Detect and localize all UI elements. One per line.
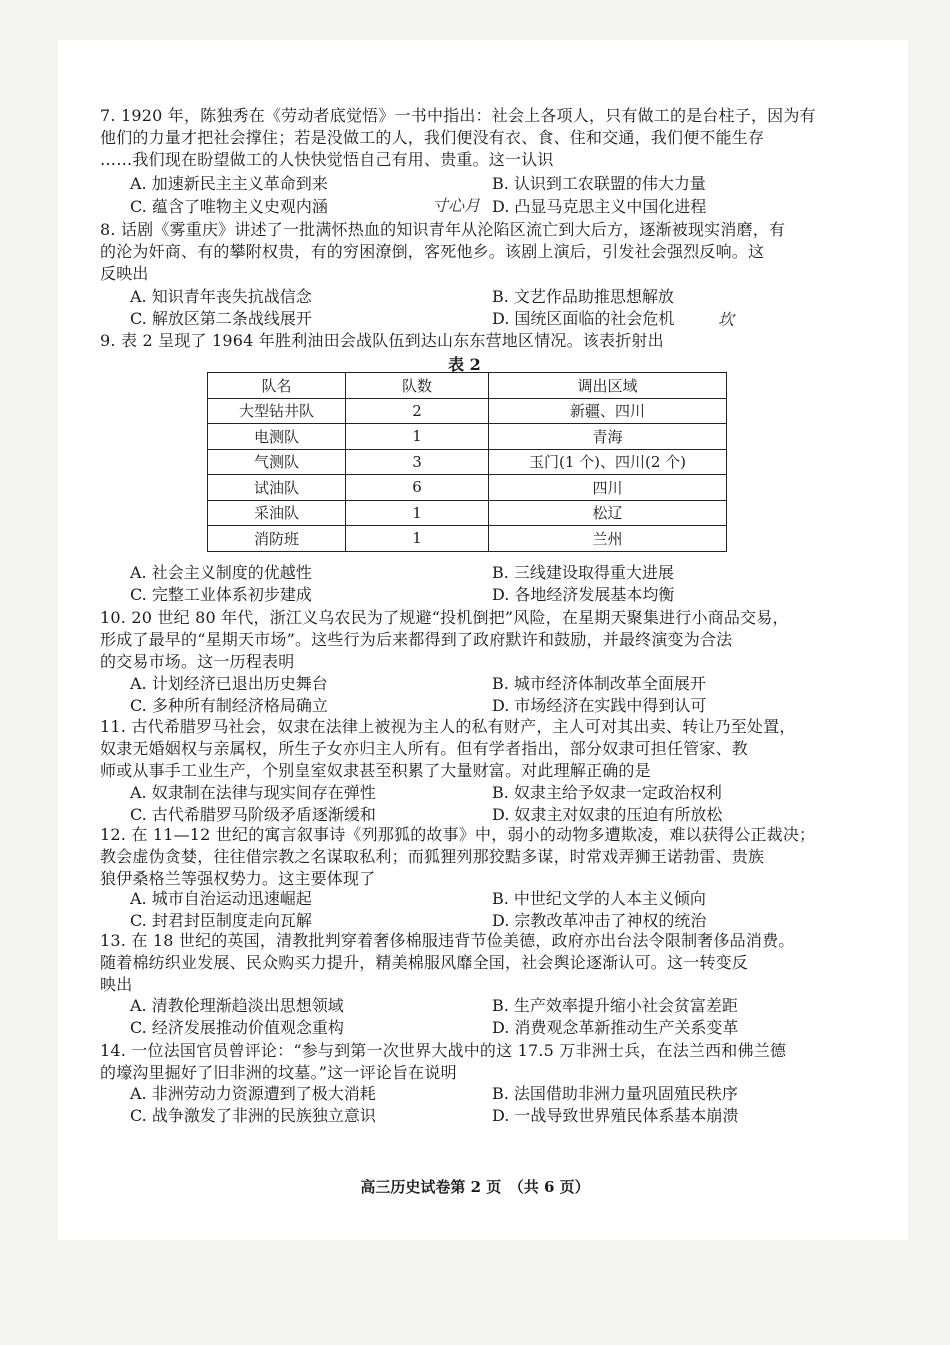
header-team-name: 队名 <box>208 373 346 399</box>
q11-option-a: A. 奴隶制在法律与现实间存在弹性 <box>130 783 376 802</box>
page-footer: 高三历史试卷第 2 页 （共 6 页） <box>360 1178 590 1196</box>
cell-team-count: 1 <box>346 500 489 526</box>
cell-team-count: 1 <box>346 526 489 552</box>
q11-option-d: D. 奴隶主对奴隶的压迫有所放松 <box>492 805 723 824</box>
cell-origin-region: 松辽 <box>489 500 727 526</box>
q7-option-a: A. 加速新民主主义革命到来 <box>130 174 328 193</box>
q12-option-a: A. 城市自治运动迅速崛起 <box>130 889 312 908</box>
table-row <box>208 424 727 450</box>
q13-option-d: D. 消费观念革新推动生产关系变革 <box>492 1018 739 1037</box>
q13-option-a: A. 清教伦理渐趋淡出思想领域 <box>130 996 344 1015</box>
q7-option-b: B. 认识到工农联盟的伟大力量 <box>492 174 706 193</box>
q8-option-d: D. 国统区面临的社会危机 <box>492 309 675 328</box>
cell-team-name: 大型钻井队 <box>208 398 346 424</box>
question-12-stem: 12. 在 11—12 世纪的寓言叙事诗《列那狐的故事》中，弱小的动物多遭欺凌，难以获得公正裁决； 教会虚伪贪婪，往往借宗教之名谋取私利；而狐狸列那狡黠多谋，时常戏弄狮王诺勃雷、贵族 狼伊桑格兰等强权势力。这主要体现了 <box>100 825 816 888</box>
q10-option-b: B. 城市经济体制改革全面展开 <box>492 674 706 693</box>
table-2 <box>207 372 727 552</box>
q10-option-c: C. 多种所有制经济格局确立 <box>130 696 328 715</box>
question-11-stem: 11. 古代希腊罗马社会，奴隶在法律上被视为主人的私有财产，主人可对其出卖、转让乃至处置， 奴隶无婚姻权与亲属权，所生子女亦归主人所有。但有学者指出，部分奴隶可担任管家、教 师或从事手工业生产，个别皇室奴隶甚至积累了大量财富。对此理解正确的是 <box>100 717 796 780</box>
q9-option-c: C. 完整工业体系初步建成 <box>130 585 312 604</box>
q8-option-a: A. 知识青年丧失抗战信念 <box>130 287 312 306</box>
cell-team-name: 采油队 <box>208 500 346 526</box>
q14-option-a: A. 非洲劳动力资源遭到了极大消耗 <box>130 1084 376 1103</box>
q7-option-d: D. 凸显马克思主义中国化进程 <box>492 197 707 216</box>
cell-team-count: 6 <box>346 475 489 501</box>
cell-origin-region: 四川 <box>489 475 727 501</box>
header-origin-region: 调出区域 <box>489 373 727 399</box>
question-10-stem: 10. 20 世纪 80 年代，浙江义乌农民为了规避“投机倒把”风险，在星期天聚集进行小商品交易， 形成了最早的“星期天市场”。这些行为后来都得到了政府默许和鼓励，并最终演变为合法 的交易市场。这一历程表明 <box>100 608 789 671</box>
table-caption: 表 2 <box>448 355 481 374</box>
q14-option-d: D. 一战导致世界殖民体系基本崩溃 <box>492 1106 739 1125</box>
cell-origin-region: 青海 <box>489 424 727 450</box>
q9-option-d: D. 各地经济发展基本均衡 <box>492 585 675 604</box>
cell-origin-region: 玉门(1 个)、四川(2 个) <box>489 449 727 475</box>
question-8-stem: 8. 话剧《雾重庆》讲述了一批满怀热血的知识青年从沦陷区流亡到大后方，逐渐被现实消磨，有 的沦为奸商、有的攀附权贵，有的穷困潦倒，客死他乡。该剧上演后，引发社会强烈反响。这 反映出 <box>100 220 786 283</box>
q9-option-b: B. 三线建设取得重大进展 <box>492 563 674 582</box>
question-7-stem: 7. 1920 年，陈独秀在《劳动者底觉悟》一书中指出：社会上各项人，只有做工的是台柱子，因为有 他们的力量才把社会撑住；若是没做工的人，我们便没有衣、食、住和交通，我们便不能生存 ……我们现在盼望做工的人快快觉悟自己有用、贵重。这一认识 <box>100 106 816 169</box>
q7-option-c: C. 蕴含了唯物主义史观内涵 <box>130 197 328 216</box>
q11-option-b: B. 奴隶主给予奴隶一定政治权利 <box>492 783 722 802</box>
q14-option-c: C. 战争激发了非洲的民族独立意识 <box>130 1106 376 1125</box>
q12-option-b: B. 中世纪文学的人本主义倾向 <box>492 889 706 908</box>
table-row <box>208 526 727 552</box>
cell-team-name: 气测队 <box>208 449 346 475</box>
q10-option-a: A. 计划经济已退出历史舞台 <box>130 674 328 693</box>
q8-option-c: C. 解放区第二条战线展开 <box>130 309 312 328</box>
cell-origin-region: 新疆、四川 <box>489 398 727 424</box>
q12-option-c: C. 封君封臣制度走向瓦解 <box>130 911 312 930</box>
cell-team-count: 3 <box>346 449 489 475</box>
table-row <box>208 398 727 424</box>
table-header-row <box>208 373 727 399</box>
cell-team-count: 1 <box>346 424 489 450</box>
cell-team-name: 试油队 <box>208 475 346 501</box>
q13-option-b: B. 生产效率提升缩小社会贫富差距 <box>492 996 738 1015</box>
cell-team-count: 2 <box>346 398 489 424</box>
q10-option-d: D. 市场经济在实践中得到认可 <box>492 696 707 715</box>
header-team-count: 队数 <box>346 373 489 399</box>
q12-option-d: D. 宗教改革冲击了神权的统治 <box>492 911 707 930</box>
cell-team-name: 消防班 <box>208 526 346 552</box>
question-9-stem: 9. 表 2 呈现了 1964 年胜利油田会战队伍到达山东东营地区情况。该表折射出 <box>100 331 664 350</box>
table-row <box>208 449 727 475</box>
cell-team-name: 电测队 <box>208 424 346 450</box>
q9-option-a: A. 社会主义制度的优越性 <box>130 563 312 582</box>
question-14-stem: 14. 一位法国官员曾评论：“参与到第一次世界大战中的这 17.5 万非洲士兵，在法兰西和佛兰德 的壕沟里掘好了旧非洲的坟墓。”这一评论旨在说明 <box>100 1041 787 1082</box>
q13-option-c: C. 经济发展推动价值观念重构 <box>130 1018 344 1037</box>
q11-option-c: C. 古代希腊罗马阶级矛盾逐渐缓和 <box>130 805 376 824</box>
handwritten-mark: 坎 <box>718 310 735 329</box>
handwritten-note: 寸心月 <box>432 196 481 215</box>
q14-option-b: B. 法国借助非洲力量巩固殖民秩序 <box>492 1084 738 1103</box>
q8-option-b: B. 文艺作品助推思想解放 <box>492 287 674 306</box>
table-row <box>208 500 727 526</box>
cell-origin-region: 兰州 <box>489 526 727 552</box>
table-row <box>208 475 727 501</box>
question-13-stem: 13. 在 18 世纪的英国，清教批判穿着奢侈棉服违背节俭美德，政府亦出台法令限制奢侈品消费。 随着棉纺织业发展、民众购买力提升，精美棉服风靡全国，社会舆论逐渐认可。这一转变反 映出 <box>100 931 795 994</box>
